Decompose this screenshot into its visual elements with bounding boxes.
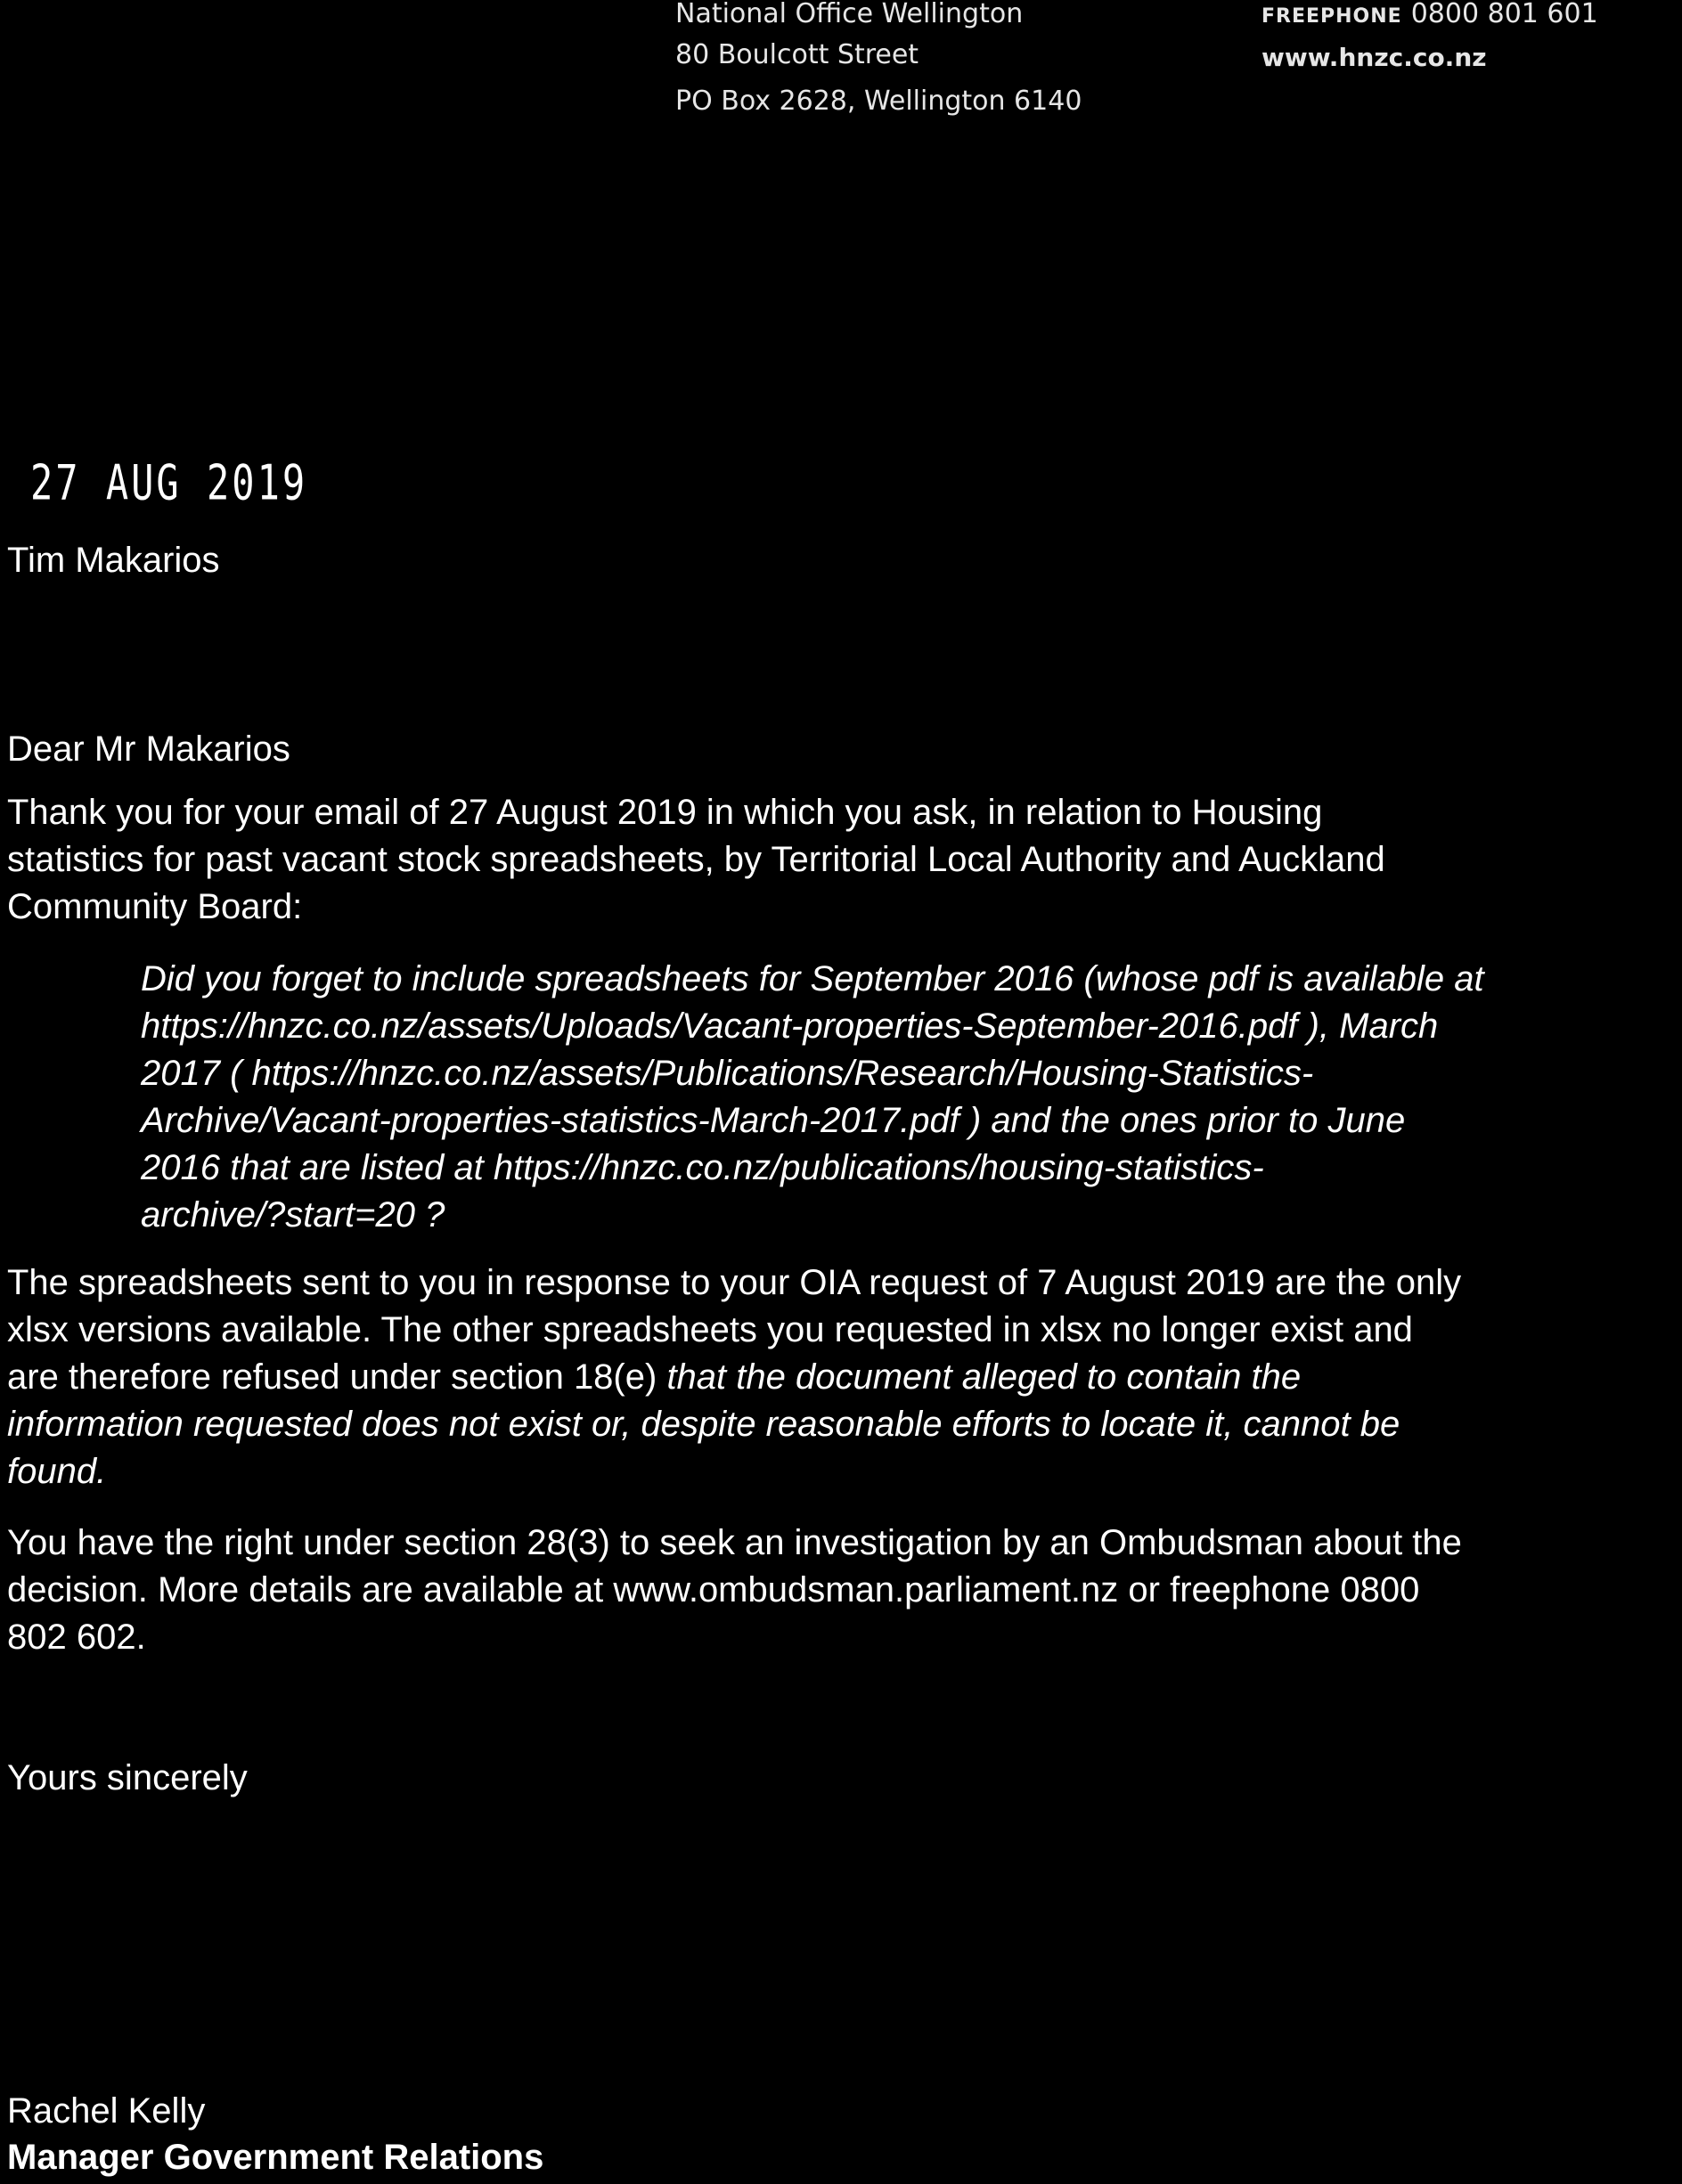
rights-line: You have the right under section 28(3) to seek an investigation by an Ombudsman about the bbox=[7, 1523, 1462, 1562]
office-name: National Office Wellington bbox=[675, 0, 1024, 29]
intro-line: statistics for past vacant stock spreadsheets, by Territorial Local Authority and Auckland bbox=[7, 840, 1385, 879]
freephone-label: FREEPHONE bbox=[1262, 5, 1402, 28]
quoted-line: 2017 ( https://hnzc.co.nz/assets/Publications/Research/Housing-Statistics- bbox=[141, 1054, 1314, 1093]
intro-line: Thank you for your email of 27 August 2019 in which you ask, in relation to Housing bbox=[7, 793, 1323, 832]
rights-line: decision. More details are available at www.ombudsman.parliament.nz or freephone 0800 bbox=[7, 1570, 1420, 1609]
freephone-number: 0800 801 601 bbox=[1410, 0, 1598, 29]
quoted-line: 2016 that are listed at https://hnzc.co.nz/publications/housing-statistics- bbox=[141, 1148, 1264, 1187]
signatory-name: Rachel Kelly bbox=[7, 2091, 206, 2131]
response-line: The spreadsheets sent to you in response to your OIA request of 7 August 2019 are the only bbox=[7, 1263, 1462, 1302]
section-quote: that the document alleged to contain the bbox=[666, 1357, 1302, 1397]
recipient-name: Tim Makarios bbox=[7, 541, 220, 580]
quoted-line: archive/?start=20 ? bbox=[141, 1195, 445, 1235]
website-link[interactable]: www.hnzc.co.nz bbox=[1262, 43, 1487, 72]
street-address: 80 Boulcott Street bbox=[675, 39, 919, 70]
quoted-line: Did you forget to include spreadsheets for September 2016 (whose pdf is available at bbox=[141, 959, 1484, 998]
date-stamp: 27 AUG 2019 bbox=[30, 454, 308, 511]
closing: Yours sincerely bbox=[7, 1758, 248, 1797]
salutation: Dear Mr Makarios bbox=[7, 729, 290, 769]
signatory-title: Manager Government Relations bbox=[7, 2138, 544, 2177]
intro-line: Community Board: bbox=[7, 887, 303, 926]
section-quote-line: found. bbox=[7, 1452, 107, 1491]
letterhead bbox=[0, 0, 1682, 125]
response-text: are therefore refused under section 18(e) bbox=[7, 1357, 667, 1397]
freephone-line bbox=[1262, 0, 1598, 29]
response-line: xlsx versions available. The other spreadsheets you requested in xlsx no longer exist and bbox=[7, 1310, 1413, 1349]
rights-line: 802 602. bbox=[7, 1618, 146, 1657]
po-box-address: PO Box 2628, Wellington 6140 bbox=[675, 86, 1082, 117]
response-line bbox=[7, 1354, 1301, 1401]
section-quote-line: information requested does not exist or, despite reasonable efforts to locate it, cannot be bbox=[7, 1405, 1400, 1444]
quoted-line: Archive/Vacant-properties-statistics-March-2017.pdf ) and the ones prior to June bbox=[141, 1101, 1406, 1140]
quoted-line: https://hnzc.co.nz/assets/Uploads/Vacant-properties-September-2016.pdf ), March bbox=[141, 1006, 1439, 1046]
